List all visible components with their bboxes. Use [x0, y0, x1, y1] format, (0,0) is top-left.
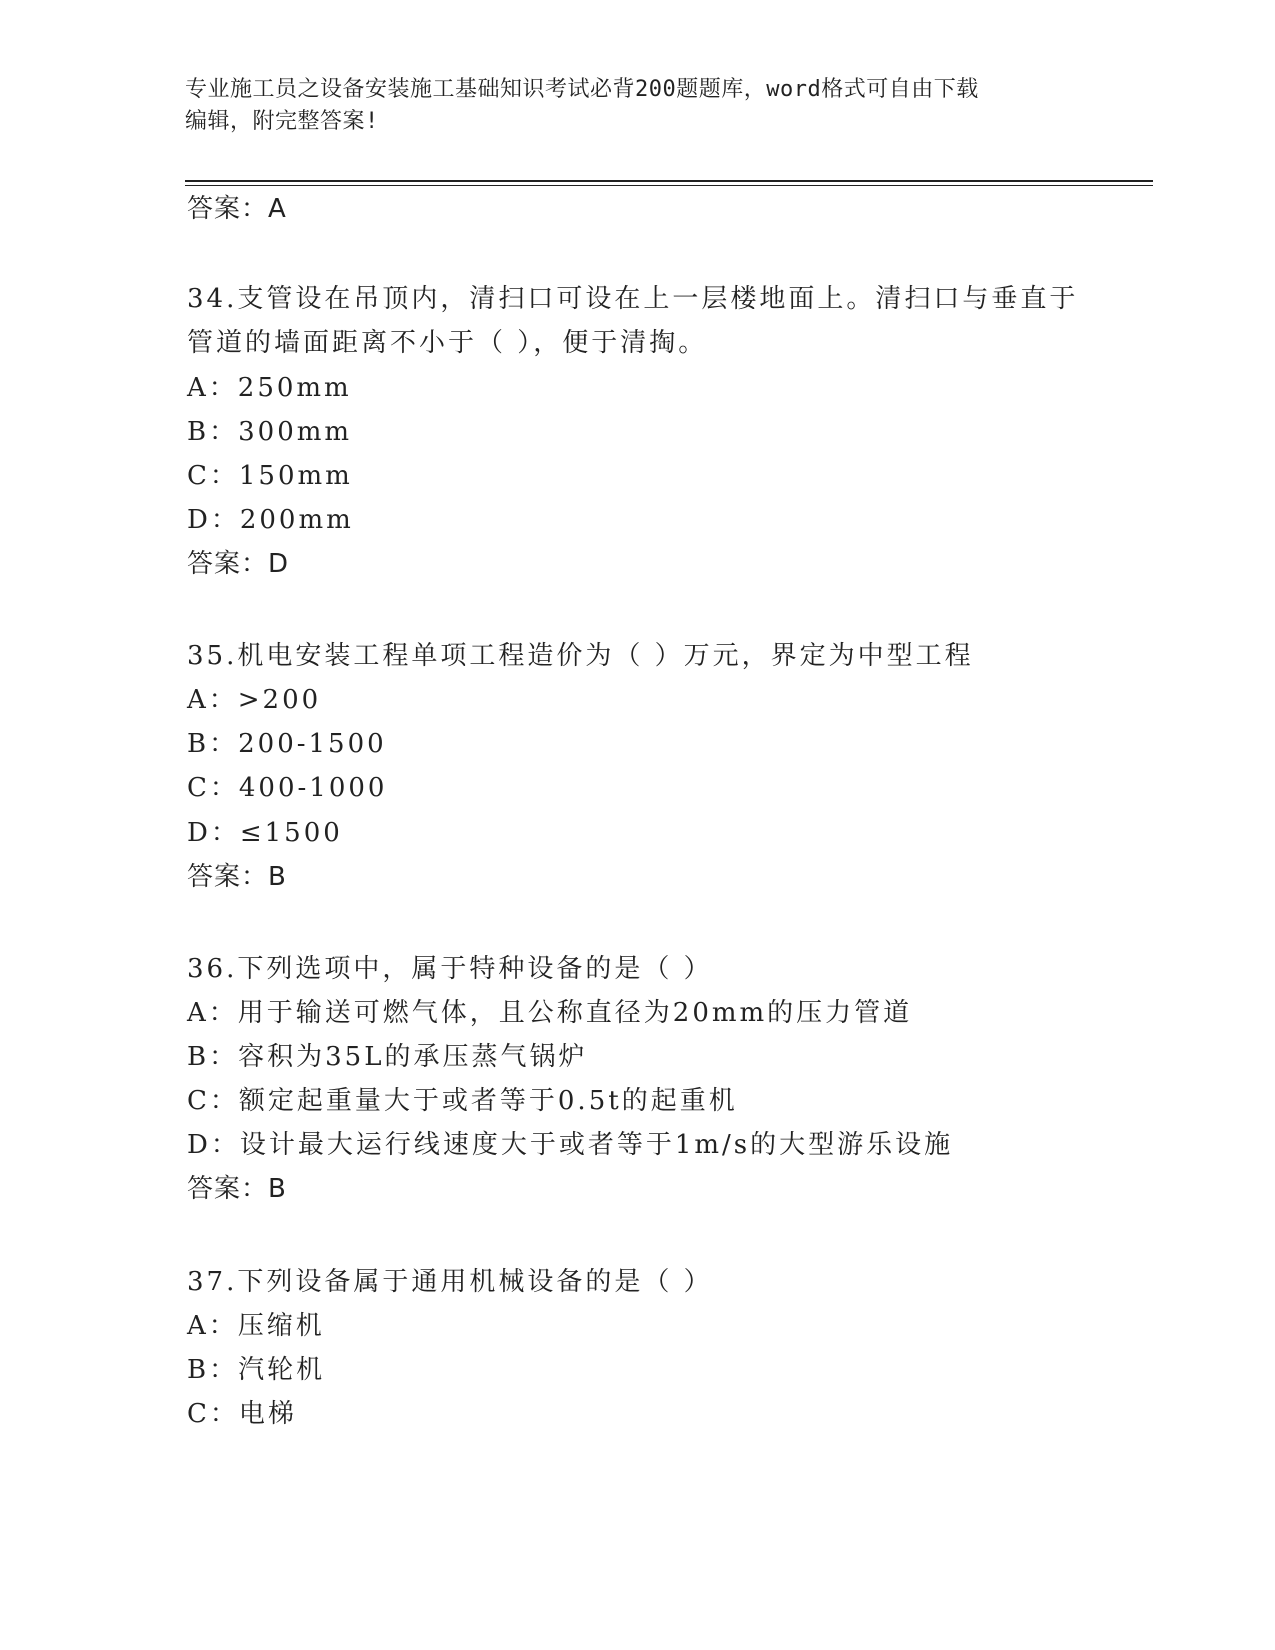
question-35-option-a: A：>200: [187, 685, 322, 715]
question-35-option-d: D：≤1500: [187, 818, 343, 848]
question-36-option-a: A：用于输送可燃气体，且公称直径为20mm的压力管道: [187, 998, 913, 1028]
question-36-option-b: B：容积为35L的承压蒸气锅炉: [187, 1042, 588, 1072]
question-36-option-c: C：额定起重量大于或者等于0.5t的起重机: [187, 1086, 738, 1116]
question-37-option-c: C：电梯: [187, 1399, 297, 1429]
document-header: [185, 74, 1085, 138]
question-37-option-a: A：压缩机: [187, 1311, 325, 1341]
question-35-answer: 答案：B: [187, 862, 287, 892]
header-divider-thin: [185, 185, 1153, 186]
question-35-option-b: B：200-1500: [187, 729, 387, 759]
question-34-stem-line-1: 34.支管设在吊顶内，清扫口可设在上一层楼地面上。清扫口与垂直于: [187, 284, 1079, 314]
question-37-stem: 37.下列设备属于通用机械设备的是（ ）: [187, 1267, 713, 1297]
question-34-option-a: A：250mm: [187, 373, 352, 403]
header-line-2: 编辑，附完整答案!: [185, 109, 379, 134]
question-34-answer: 答案：D: [187, 549, 290, 579]
question-34-option-c: C：150mm: [187, 461, 353, 491]
question-35-option-c: C：400-1000: [187, 773, 388, 803]
question-35-stem: 35.机电安装工程单项工程造价为（ ）万元，界定为中型工程: [187, 641, 974, 671]
question-34-option-b: B：300mm: [187, 417, 353, 447]
header-line-1: 专业施工员之设备安装施工基础知识考试必背200题题库，word格式可自由下载: [185, 77, 979, 102]
question-34-option-d: D：200mm: [187, 505, 354, 535]
question-37-option-b: B：汽轮机: [187, 1355, 326, 1385]
question-36-answer: 答案：B: [187, 1174, 287, 1204]
question-34-stem-line-2: 管道的墙面距离不小于（ ），便于清掏。: [187, 328, 708, 358]
header-divider: [185, 180, 1153, 182]
previous-answer: 答案：A: [187, 194, 287, 224]
question-36-option-d: D：设计最大运行线速度大于或者等于1m/s的大型游乐设施: [187, 1130, 954, 1160]
question-36-stem: 36.下列选项中，属于特种设备的是（ ）: [187, 954, 713, 984]
